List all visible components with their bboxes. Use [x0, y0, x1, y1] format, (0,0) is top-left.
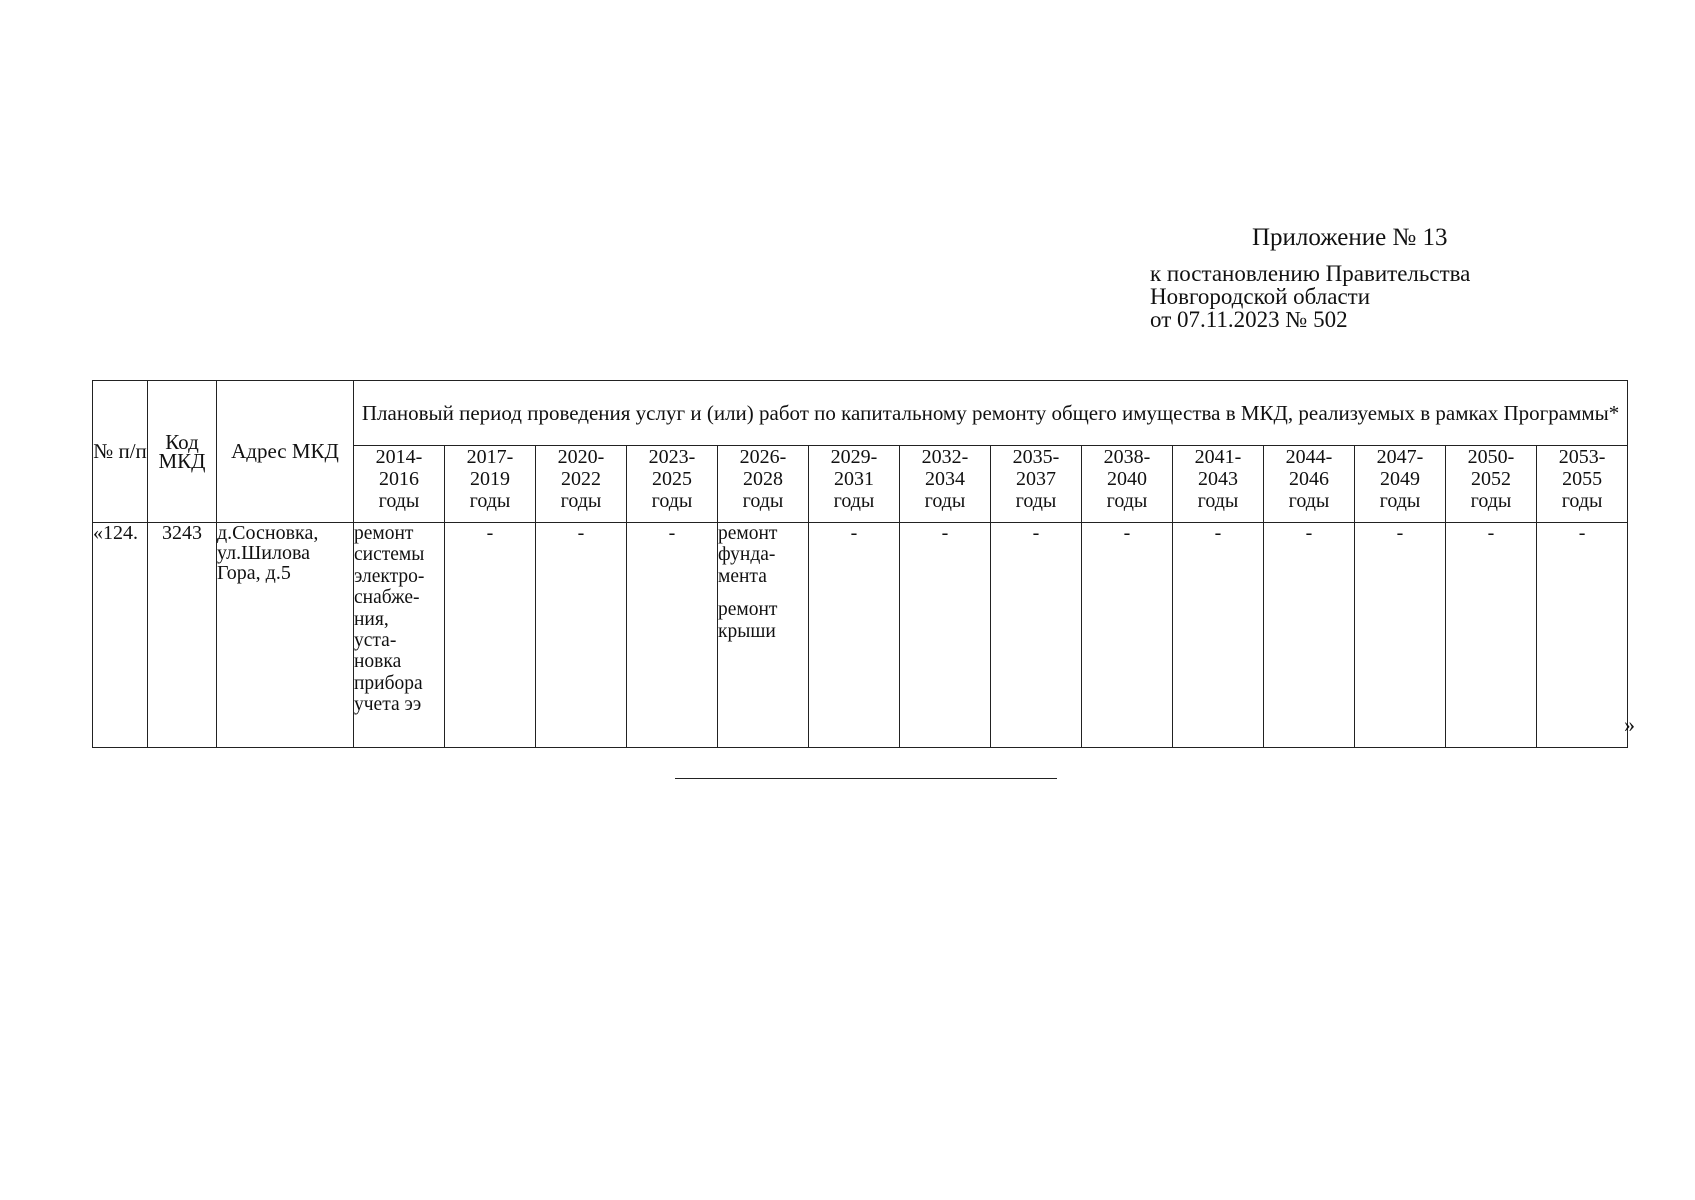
- resolution-line-3: от 07.11.2023 № 502: [1150, 307, 1348, 332]
- period-header-unit: годы: [1197, 490, 1239, 512]
- period-header-end: 2016: [379, 468, 419, 490]
- work-description-line: ния,: [354, 608, 389, 630]
- period-header: [1537, 446, 1628, 523]
- work-description-line: ремонт: [718, 599, 778, 621]
- resolution-line-2: Новгородской области: [1150, 284, 1371, 309]
- period-header-range: 2029-: [830, 446, 878, 468]
- period-header-unit: годы: [742, 490, 784, 512]
- address-line: ул.Шилова: [217, 542, 311, 564]
- appendix-title: Приложение № 13: [1252, 224, 1448, 251]
- period-header: [445, 446, 536, 523]
- period-header-range: 2041-: [1194, 446, 1242, 468]
- period-header: [1446, 446, 1537, 523]
- no-work-cell: -: [536, 523, 627, 748]
- work-description-line: фунда-: [718, 544, 776, 566]
- period-header-range: 2035-: [1012, 446, 1060, 468]
- work-description-line: ремонт: [718, 523, 778, 544]
- repair-plan-table: [92, 380, 1628, 748]
- column-header-code: Код МКД: [148, 381, 217, 523]
- column-header-number: № п/п: [93, 381, 148, 523]
- period-header-range: 2053-: [1558, 446, 1606, 468]
- period-header-unit: годы: [1106, 490, 1148, 512]
- document-header: [1150, 226, 1610, 331]
- planned-period-group-header: Плановый период проведения услуг и (или) работ по капитальному ремонту общего имущества в МКД, реализуемых в рамках Программы*: [354, 381, 1628, 446]
- no-work-cell: -: [991, 523, 1082, 748]
- period-header: [809, 446, 900, 523]
- period-header-unit: годы: [1379, 490, 1421, 512]
- period-header-end: 2022: [561, 468, 601, 490]
- work-cell: [718, 523, 809, 748]
- no-work-cell: -: [1537, 523, 1628, 748]
- work-description-line: снабже-: [354, 587, 420, 609]
- no-work-cell: -: [1173, 523, 1264, 748]
- period-header: [354, 446, 445, 523]
- period-header-end: 2049: [1380, 468, 1420, 490]
- period-header-range: 2038-: [1103, 446, 1151, 468]
- no-work-cell: -: [809, 523, 900, 748]
- column-header-address: Адрес МКД: [217, 381, 354, 523]
- work-description-line: уста-: [354, 630, 397, 652]
- period-header-range: 2032-: [921, 446, 969, 468]
- no-work-cell: -: [445, 523, 536, 748]
- period-header-end: 2046: [1289, 468, 1329, 490]
- no-work-cell: -: [900, 523, 991, 748]
- period-header: [991, 446, 1082, 523]
- end-separator-line: [675, 778, 1057, 779]
- period-header-end: 2028: [743, 468, 783, 490]
- period-header-end: 2055: [1562, 468, 1603, 490]
- work-description-line: новка: [354, 651, 402, 673]
- work-description-line: мента: [718, 565, 767, 587]
- period-header: [900, 446, 991, 523]
- period-header-unit: годы: [1561, 490, 1603, 512]
- period-header-unit: годы: [560, 490, 602, 512]
- no-work-cell: -: [1264, 523, 1355, 748]
- period-header-range: 2026-: [739, 446, 787, 468]
- work-cell: [354, 523, 445, 748]
- period-header-unit: годы: [651, 490, 693, 512]
- row-address: [217, 523, 354, 748]
- period-header: [1355, 446, 1446, 523]
- period-header-end: 2019: [470, 468, 510, 490]
- no-work-cell: -: [1355, 523, 1446, 748]
- closing-quote: »: [1624, 712, 1635, 737]
- work-description-line: прибора: [354, 672, 423, 694]
- period-header-range: 2014-: [375, 446, 423, 468]
- period-header-unit: годы: [833, 490, 875, 512]
- period-header-unit: годы: [1470, 490, 1512, 512]
- period-header: [1264, 446, 1355, 523]
- work-description-line: ремонт: [354, 523, 414, 544]
- period-header-range: 2044-: [1285, 446, 1333, 468]
- period-header-end: 2040: [1107, 468, 1147, 490]
- period-header-end: 2037: [1016, 468, 1056, 490]
- period-header-end: 2025: [652, 468, 692, 490]
- work-description-line: электро-: [354, 565, 425, 587]
- period-header-range: 2050-: [1467, 446, 1515, 468]
- row-number: «124.: [93, 523, 148, 748]
- row-code: 3243: [148, 523, 217, 748]
- period-header-unit: годы: [378, 490, 420, 512]
- period-header-range: 2020-: [557, 446, 605, 468]
- period-header: [1173, 446, 1264, 523]
- repair-plan-table-wrapper: [92, 380, 1628, 748]
- no-work-cell: -: [1446, 523, 1537, 748]
- no-work-cell: -: [627, 523, 718, 748]
- work-description-line: учета ээ: [354, 694, 422, 716]
- period-header: [627, 446, 718, 523]
- period-header-unit: годы: [1015, 490, 1057, 512]
- period-header-unit: годы: [469, 490, 511, 512]
- period-header-unit: годы: [924, 490, 966, 512]
- period-header-end: 2052: [1471, 468, 1511, 490]
- resolution-line-1: к постановлению Правительства: [1150, 261, 1471, 286]
- work-description-line: системы: [354, 544, 425, 566]
- period-header-end: 2034: [925, 468, 965, 490]
- work-description-line: крыши: [718, 620, 776, 642]
- table-row: [93, 523, 1628, 748]
- period-header: [536, 446, 627, 523]
- period-header-end: 2043: [1198, 468, 1238, 490]
- period-header-end: 2031: [834, 468, 874, 490]
- period-header-range: 2023-: [648, 446, 696, 468]
- period-header-range: 2017-: [466, 446, 514, 468]
- address-line: д.Сосновка,: [217, 522, 319, 544]
- period-header: [718, 446, 809, 523]
- no-work-cell: -: [1082, 523, 1173, 748]
- period-header-unit: годы: [1288, 490, 1330, 512]
- work-item-gap: [718, 587, 808, 599]
- period-header: [1082, 446, 1173, 523]
- address-line: Гора, д.5: [217, 562, 291, 584]
- period-header-range: 2047-: [1376, 446, 1424, 468]
